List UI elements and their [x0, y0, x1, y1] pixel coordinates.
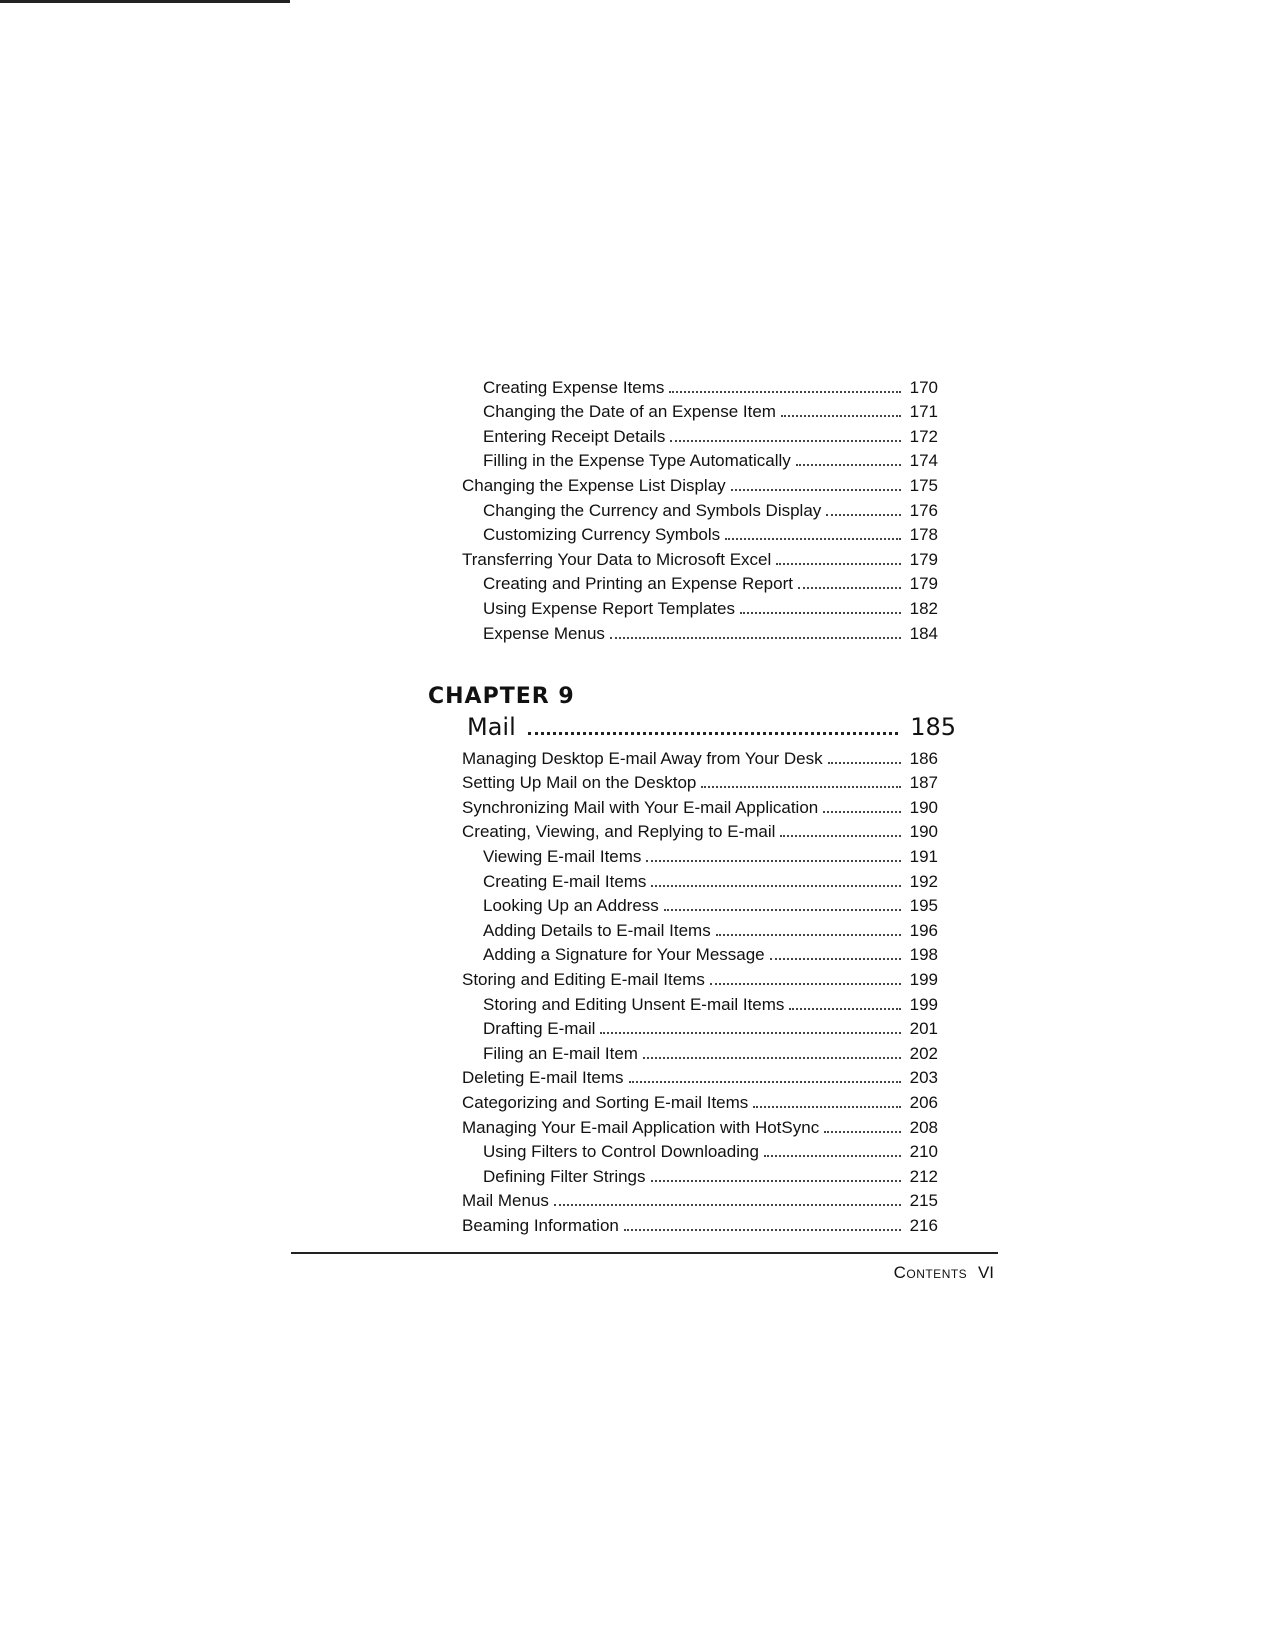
toc-entry-title: Deleting E-mail Items — [462, 1068, 624, 1088]
toc-entry-title: Adding Details to E-mail Items — [483, 920, 711, 940]
toc-entry-page: 198 — [909, 945, 938, 965]
dot-leader — [610, 637, 901, 639]
toc-entry-page: 190 — [909, 822, 938, 842]
dot-leader — [643, 1057, 901, 1059]
dot-leader — [528, 732, 898, 735]
toc-entry-page: 199 — [909, 969, 938, 989]
toc-entry — [462, 422, 938, 447]
toc-entry — [462, 594, 938, 619]
toc-entry — [462, 793, 938, 818]
dot-leader — [669, 391, 901, 393]
toc-entry — [462, 521, 938, 546]
dot-leader — [651, 1180, 901, 1182]
chapter-title: Mail — [467, 713, 516, 741]
toc-entry-page: 186 — [909, 748, 938, 768]
toc-entry-title: Customizing Currency Symbols — [483, 525, 721, 545]
dot-leader — [740, 612, 901, 614]
toc-entry-page: 215 — [909, 1191, 938, 1211]
toc-entry — [462, 965, 938, 990]
toc-entry-title: Storing and Editing E-mail Items — [462, 969, 705, 989]
toc-entry-title: Managing Your E-mail Application with HotSync — [462, 1117, 820, 1137]
toc-entry — [462, 570, 938, 595]
toc-entry — [462, 619, 938, 644]
dot-leader — [731, 489, 901, 491]
dot-leader — [664, 909, 901, 911]
toc-entry-title: Drafting E-mail — [483, 1019, 596, 1039]
dot-leader — [554, 1204, 901, 1206]
dot-leader — [770, 958, 901, 960]
toc-entry — [462, 1015, 938, 1040]
toc-entry — [462, 1039, 938, 1064]
toc-entry — [462, 1162, 938, 1187]
toc-entry-title: Looking Up an Address — [483, 896, 659, 916]
toc-entry — [462, 1088, 938, 1113]
top-rule — [0, 0, 290, 3]
toc-entry — [462, 1211, 938, 1236]
dot-leader — [716, 934, 901, 936]
toc-entry-page: 176 — [909, 500, 938, 520]
dot-leader — [600, 1032, 901, 1034]
toc-entry — [462, 545, 938, 570]
toc-entry-title: Mail Menus — [462, 1191, 549, 1211]
toc-entry-title: Using Filters to Control Downloading — [483, 1142, 759, 1162]
running-head: Contents — [893, 1263, 968, 1282]
toc-entry-page: 192 — [909, 871, 938, 891]
toc-entry — [462, 769, 938, 794]
toc-entry-title: Storing and Editing Unsent E-mail Items — [483, 994, 785, 1014]
dot-leader — [823, 811, 901, 813]
toc-entry-title: Synchronizing Mail with Your E-mail Application — [462, 797, 819, 817]
toc-entry-title: Creating E-mail Items — [483, 871, 647, 891]
toc-entry-page: 216 — [909, 1215, 938, 1235]
toc-entry-page: 206 — [909, 1092, 938, 1112]
toc-list-mail — [462, 744, 938, 1236]
dot-leader — [624, 1229, 901, 1231]
toc-entry-page: 202 — [909, 1043, 938, 1063]
toc-entry-title: Using Expense Report Templates — [483, 598, 735, 618]
dot-leader — [651, 885, 901, 887]
dot-leader — [725, 538, 901, 540]
dot-leader — [789, 1008, 901, 1010]
page-number: VI — [977, 1263, 994, 1282]
toc-entry — [462, 1064, 938, 1089]
toc-entry — [462, 398, 938, 423]
toc-entry-title: Filling in the Expense Type Automatically — [483, 451, 791, 471]
toc-list-expense — [462, 373, 938, 644]
toc-entry-page: 184 — [909, 623, 938, 643]
toc-entry-page: 179 — [909, 549, 938, 569]
toc-entry — [462, 990, 938, 1015]
toc-entry — [462, 373, 938, 398]
toc-entry-page: 190 — [909, 797, 938, 817]
dot-leader — [781, 415, 901, 417]
toc-entry-title: Defining Filter Strings — [483, 1166, 646, 1186]
toc-entry-page: 172 — [909, 426, 938, 446]
toc-entry — [462, 1138, 938, 1163]
dot-leader — [764, 1155, 901, 1157]
toc-entry-title: Transferring Your Data to Microsoft Excel — [462, 549, 772, 569]
toc-entry — [462, 496, 938, 521]
toc-entry-page: 212 — [909, 1166, 938, 1186]
toc-entry-page: 187 — [909, 773, 938, 793]
toc-entry — [462, 916, 938, 941]
toc-entry-title: Setting Up Mail on the Desktop — [462, 773, 697, 793]
dot-leader — [629, 1081, 901, 1083]
toc-entry-page: 203 — [909, 1068, 938, 1088]
toc-entry-title: Filing an E-mail Item — [483, 1043, 638, 1063]
dot-leader — [670, 440, 901, 442]
toc-entry-title: Creating Expense Items — [483, 377, 665, 397]
toc-entry-title: Managing Desktop E-mail Away from Your Desk — [462, 748, 823, 768]
chapter-title-entry — [467, 713, 956, 741]
dot-leader — [701, 786, 901, 788]
dot-leader — [646, 860, 901, 862]
toc-entry — [462, 744, 938, 769]
toc-entry — [462, 1187, 938, 1212]
page-footer — [894, 1263, 994, 1283]
toc-entry-page: 201 — [909, 1019, 938, 1039]
toc-entry-title: Beaming Information — [462, 1215, 619, 1235]
dot-leader — [753, 1106, 901, 1108]
dot-leader — [776, 563, 901, 565]
toc-entry-page: 178 — [909, 525, 938, 545]
toc-entry-title: Expense Menus — [483, 623, 605, 643]
chapter-label: CHAPTER 9 — [428, 684, 575, 709]
toc-entry-page: 182 — [909, 598, 938, 618]
dot-leader — [780, 835, 901, 837]
toc-entry-page: 171 — [909, 402, 938, 422]
toc-entry — [462, 447, 938, 472]
toc-entry-page: 175 — [909, 475, 938, 495]
footer-rule — [291, 1252, 998, 1254]
toc-entry-title: Changing the Currency and Symbols Display — [483, 500, 822, 520]
toc-entry-title: Changing the Date of an Expense Item — [483, 402, 776, 422]
toc-entry-title: Entering Receipt Details — [483, 426, 666, 446]
toc-entry-title: Creating and Printing an Expense Report — [483, 574, 793, 594]
toc-entry-title: Changing the Expense List Display — [462, 475, 726, 495]
toc-entry — [462, 867, 938, 892]
dot-leader — [796, 464, 901, 466]
dot-leader — [824, 1131, 901, 1133]
toc-entry-page: 199 — [909, 994, 938, 1014]
toc-entry-page: 191 — [909, 846, 938, 866]
toc-entry-page: 170 — [909, 377, 938, 397]
toc-entry-page: 195 — [909, 896, 938, 916]
dot-leader — [826, 514, 901, 516]
toc-entry — [462, 471, 938, 496]
dot-leader — [710, 983, 901, 985]
toc-entry-title: Creating, Viewing, and Replying to E-mail — [462, 822, 776, 842]
dot-leader — [798, 587, 901, 589]
toc-entry-title: Categorizing and Sorting E-mail Items — [462, 1092, 749, 1112]
dot-leader — [828, 762, 901, 764]
toc-entry — [462, 842, 938, 867]
toc-entry — [462, 818, 938, 843]
toc-entry-page: 179 — [909, 574, 938, 594]
toc-entry-title: Viewing E-mail Items — [483, 846, 642, 866]
toc-entry-page: 196 — [909, 920, 938, 940]
chapter-page-number: 185 — [910, 713, 956, 741]
toc-entry — [462, 1113, 938, 1138]
toc-entry-page: 208 — [909, 1117, 938, 1137]
toc-entry-title: Adding a Signature for Your Message — [483, 945, 765, 965]
toc-entry-page: 174 — [909, 451, 938, 471]
toc-entry — [462, 941, 938, 966]
toc-entry — [462, 892, 938, 917]
toc-entry-page: 210 — [909, 1142, 938, 1162]
